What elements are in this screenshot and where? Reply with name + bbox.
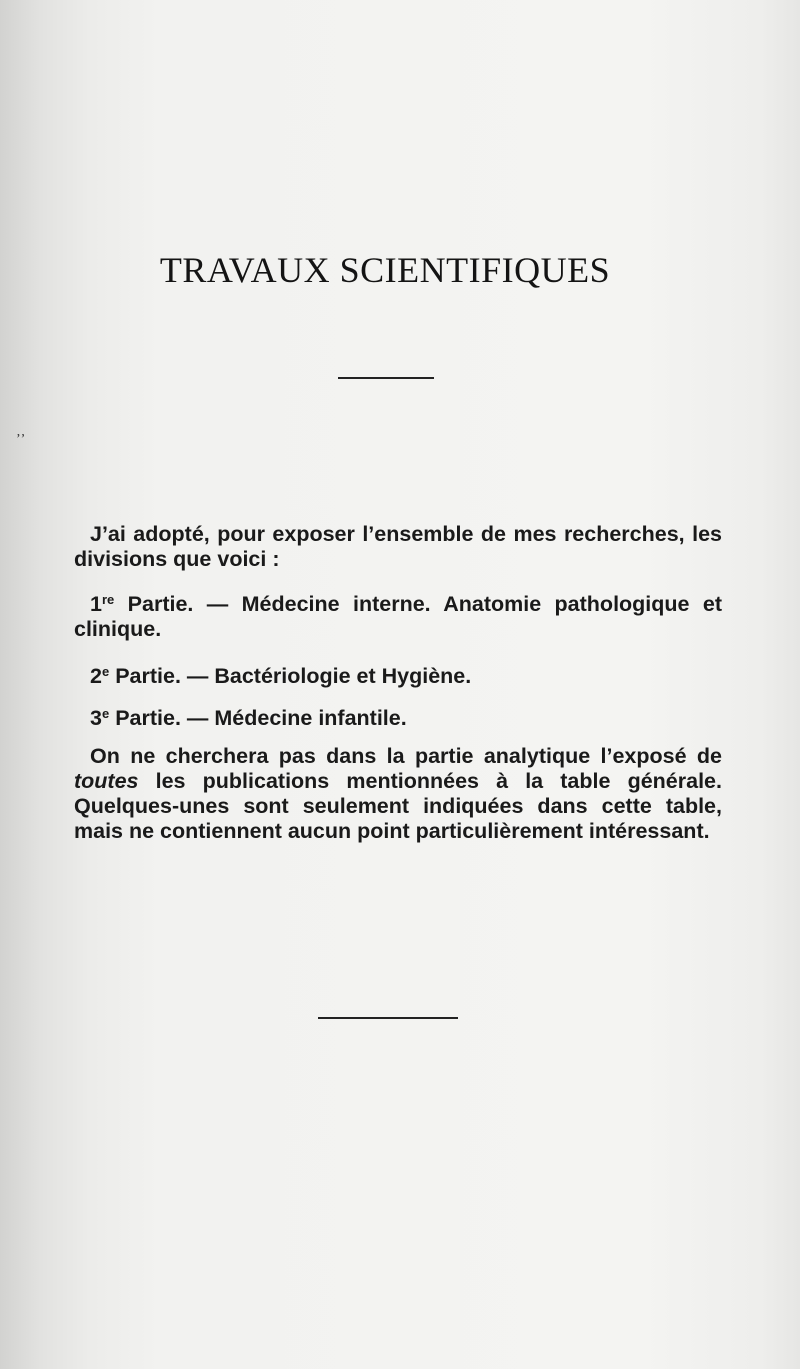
part-1-suffix: re	[101, 592, 115, 607]
part-2-number: 2	[90, 664, 102, 688]
intro-paragraph: J’ai adopté, pour exposer l’ensemble de mes recherches, les divisions que voici :	[74, 522, 722, 571]
page-title: TRAVAUX SCIENTIFIQUES	[159, 250, 611, 290]
part-1-line	[74, 592, 722, 642]
part-1-label: Partie. — Médecine interne. Anatomie pathologique et clinique.	[74, 592, 722, 641]
long-rule-divider	[318, 1017, 458, 1019]
part-3-suffix: e	[101, 706, 110, 721]
note-text-before: On ne cherchera pas dans la partie analytique l’exposé de	[90, 744, 722, 768]
part-2-suffix: e	[101, 664, 110, 679]
note-paragraph	[74, 744, 722, 844]
part-2-line	[74, 664, 722, 689]
short-rule-divider	[338, 377, 434, 379]
body-text	[74, 522, 722, 844]
part-3-label: Partie. — Médecine infantile.	[115, 706, 407, 730]
margin-mark: ’ʼ	[16, 432, 26, 447]
part-1-number: 1	[90, 592, 102, 616]
part-2-label: Partie. — Bactériologie et Hygiène.	[115, 664, 472, 688]
note-text-after: les publications mentionnées à la table générale. Quelques-unes sont seulement indiquées dans cette table, mais ne contiennent aucun point particulièrement intéressant.	[74, 769, 722, 843]
part-3-number: 3	[90, 706, 102, 730]
part-3-line	[74, 706, 722, 731]
note-emphasis: toutes	[74, 769, 139, 793]
